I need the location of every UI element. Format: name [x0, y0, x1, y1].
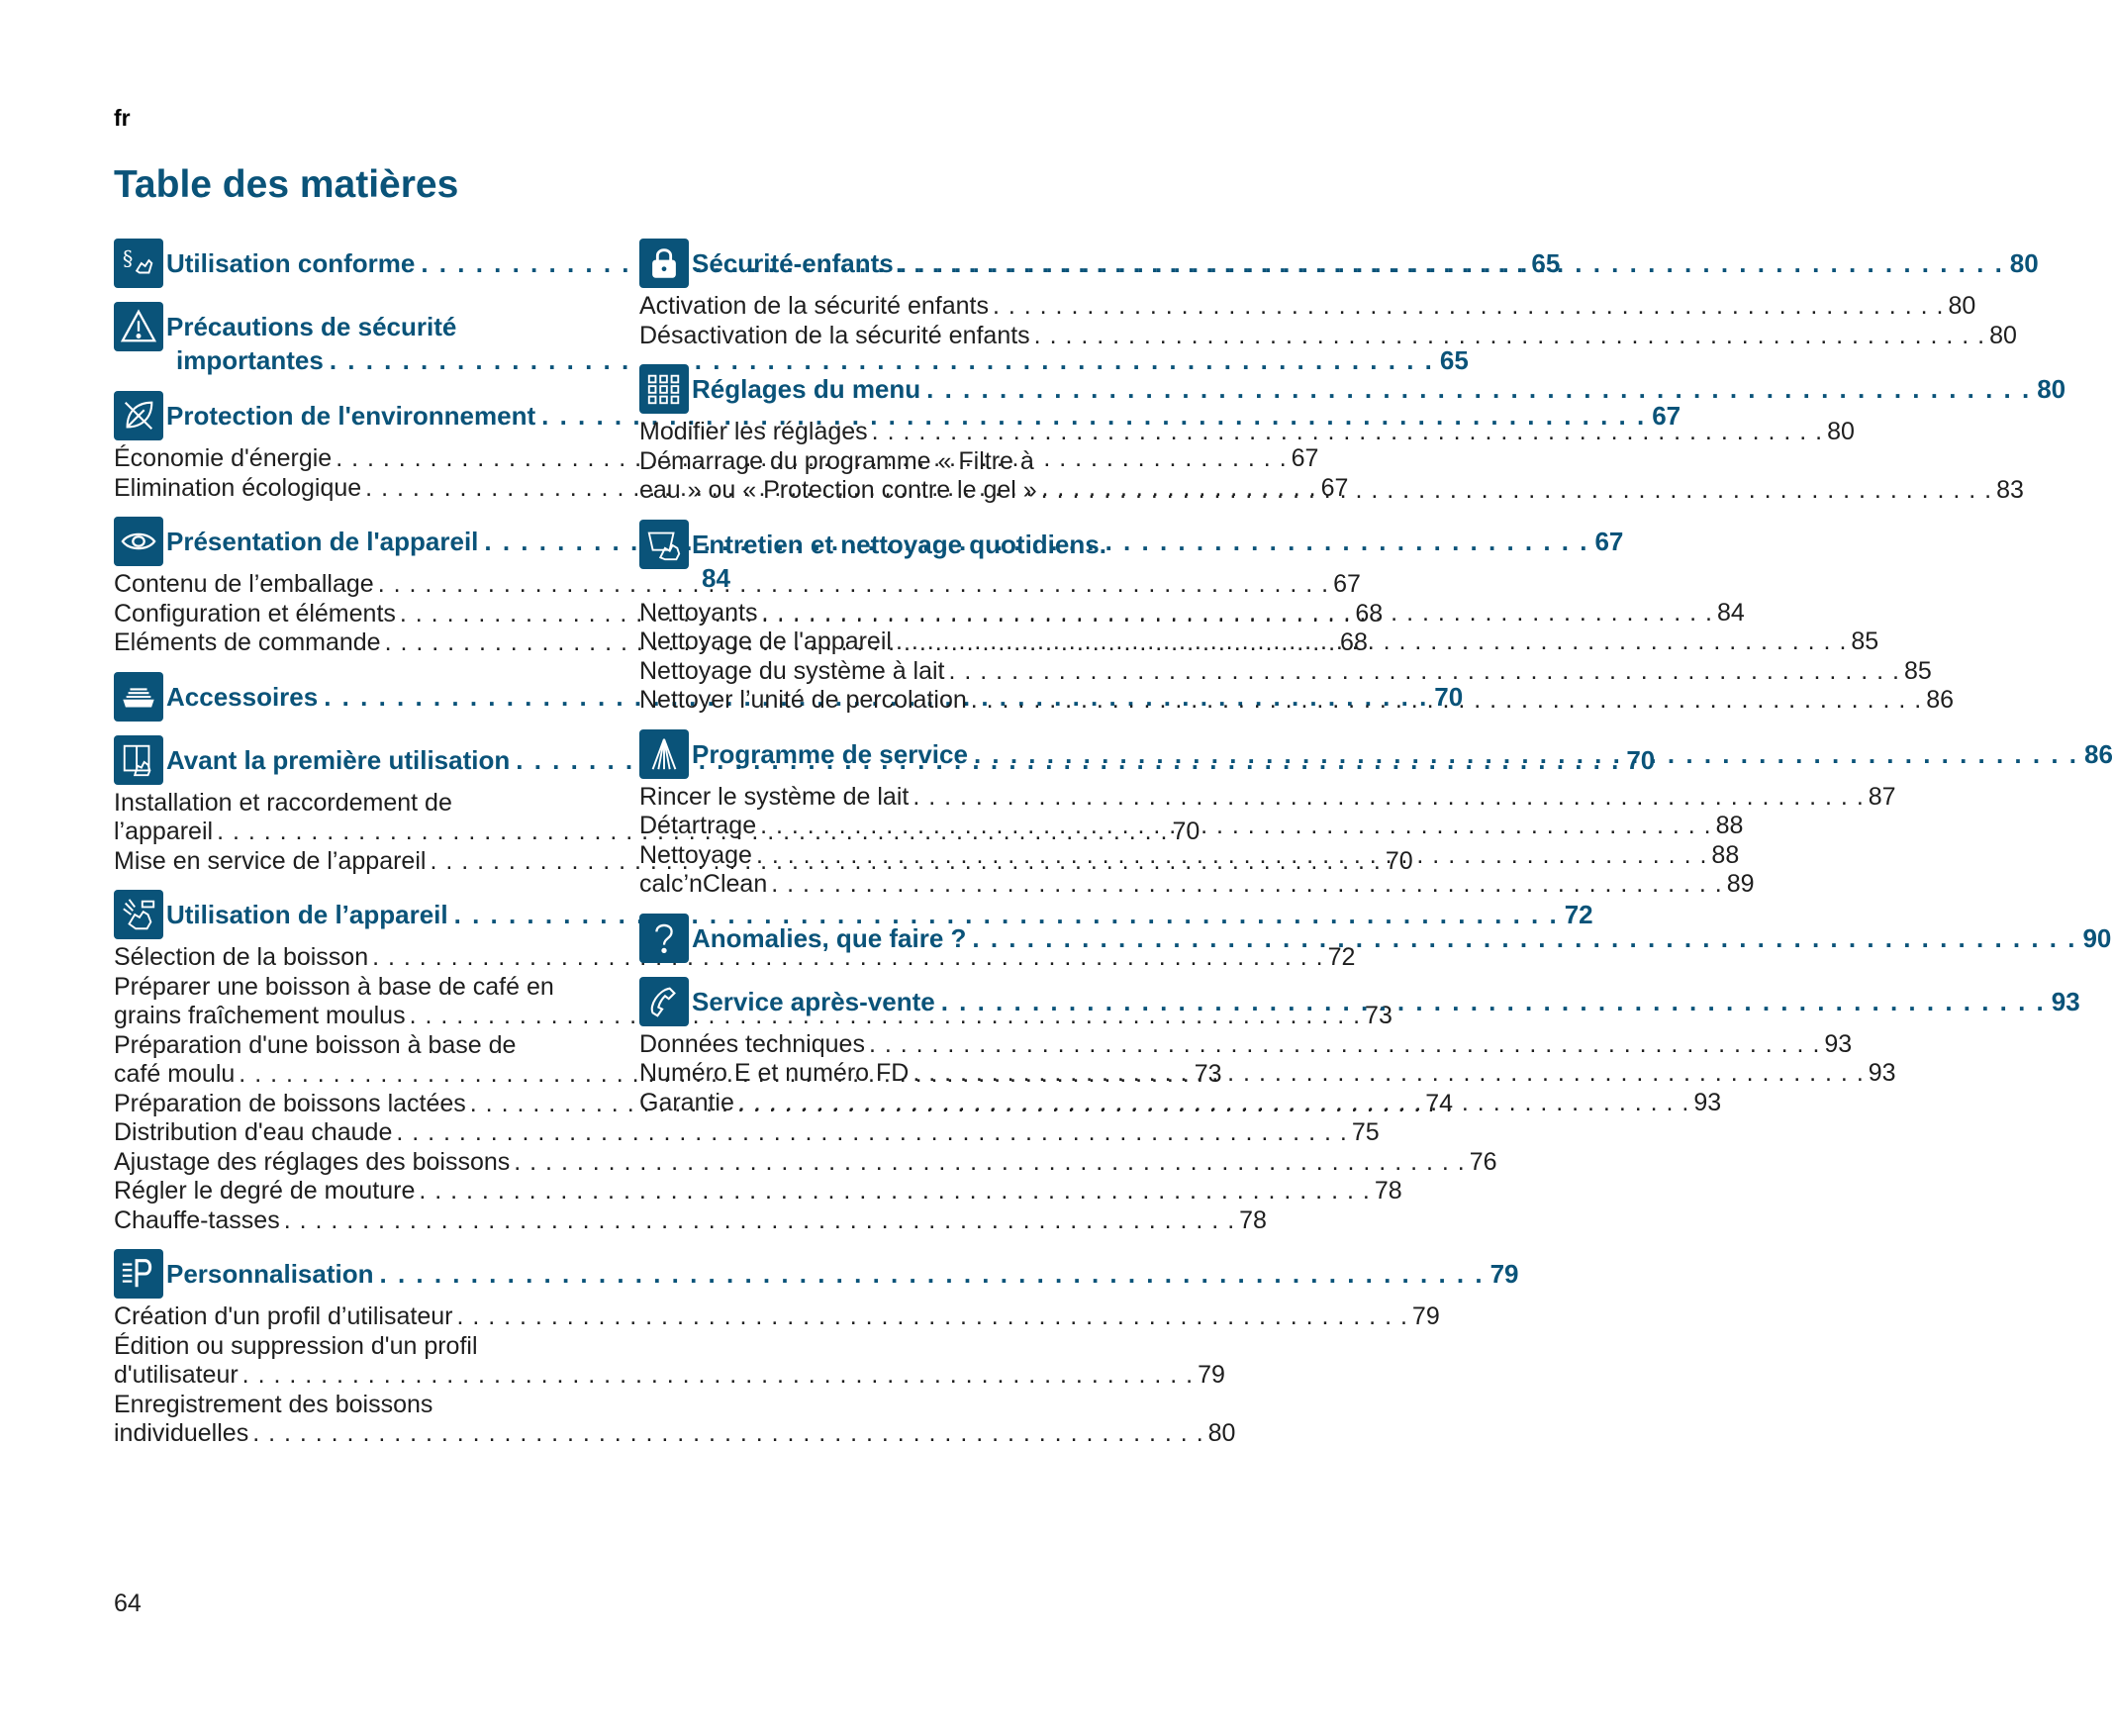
toc-heading-link[interactable]: Présentation de l'appareil . . . 67 [166, 517, 1623, 558]
toc-entry[interactable]: Nettoyage . . . 88 [639, 841, 1122, 871]
toc-heading-link[interactable]: Service après-vente . . . 93 [692, 977, 2080, 1018]
leaf-icon [114, 391, 163, 440]
language-code: fr [114, 105, 131, 131]
toc-entry[interactable]: Économie d'énergie . . . 67 [114, 444, 606, 474]
cleaning-hand-icon [639, 520, 689, 569]
toc-entry[interactable]: Eléments de commande . . . 68 [114, 628, 606, 658]
toc-entry[interactable]: Modifier les réglages . . . 80 [639, 418, 1122, 447]
toc-heading-link[interactable]: Programme de service . . . 86 [692, 729, 2113, 771]
lock-icon [639, 239, 689, 288]
toc-entry[interactable]: Enregistrement des boissons individuelles . . . 80 [114, 1391, 606, 1449]
toc-entry[interactable]: Distribution d'eau chaude . . . 75 [114, 1118, 606, 1148]
toc-entry[interactable]: Données techniques . . . 93 [639, 1030, 1122, 1060]
toc-entry[interactable]: Préparation d'une boisson à base de café moulu . . . 73 [114, 1031, 606, 1090]
toc-entry[interactable]: Configuration et éléments . . . 68 [114, 600, 606, 629]
toc-entry[interactable]: Chauffe-tasses . . . 78 [114, 1206, 606, 1236]
toc-heading-link[interactable]: Utilisation de l’appareil . . . 72 [166, 890, 1593, 931]
toc-entry[interactable]: Préparer une boisson à base de café en grains fraîchement moulus . . . 73 [114, 973, 606, 1031]
toc-entry[interactable]: Création d'un profil d’utilisateur . . . 79 [114, 1302, 606, 1332]
toc-entry[interactable]: Activation de la sécurité enfants . . . 80 [639, 292, 1122, 322]
accessories-icon [114, 672, 163, 722]
section-hand-icon [114, 239, 163, 288]
toc-entry[interactable]: Installation et raccordement de l’appareil . . . 70 [114, 789, 606, 847]
toc-section [114, 1249, 1519, 1449]
toc-entry[interactable]: Garantie . . . 93 [639, 1089, 1122, 1118]
question-icon [639, 914, 689, 963]
toc-entry[interactable]: Régler le degré de mouture . . . 78 [114, 1177, 606, 1206]
page-number: 64 [114, 1590, 142, 1617]
toc-heading-link[interactable]: Protection de l'environnement . . . 67 [166, 391, 1681, 433]
toc-entry[interactable]: Mise en service de l’appareil . . . 70 [114, 847, 606, 877]
page-title: Table des matières [114, 163, 459, 206]
service-program-icon [639, 729, 689, 779]
toc-entry[interactable]: Sélection de la boisson . . . 72 [114, 943, 606, 973]
book-hand-icon [114, 735, 163, 785]
toc-heading-link[interactable]: Sécurité-enfants . . . 80 [692, 239, 2039, 280]
warning-triangle-icon [114, 302, 163, 351]
toc-heading-link[interactable]: Anomalies, que faire ? . . . 90 [692, 914, 2111, 955]
toc-heading-link[interactable]: Accessoires . . . 70 [166, 672, 1463, 714]
toc-entry[interactable]: Contenu de l’emballage . . . 67 [114, 570, 606, 600]
operation-hand-icon [114, 890, 163, 939]
toc-heading-link[interactable]: Avant la première utilisation . . . 70 [166, 735, 1655, 777]
menu-grid-icon [639, 364, 689, 414]
toc-entry[interactable]: Nettoyage du système à lait . . . 85 [639, 657, 1122, 687]
toc-entry[interactable]: Ajustage des réglages des boissons . . . 76 [114, 1148, 606, 1178]
phone-icon [639, 977, 689, 1026]
personal-p-icon [114, 1249, 163, 1299]
toc-entry[interactable]: calc’nClean . . . 89 [639, 870, 1122, 900]
toc-entry[interactable]: Édition ou suppression d'un profil d'utilisateur . . . 79 [114, 1332, 606, 1391]
toc-entry[interactable]: Rincer le système de lait . . . 87 [639, 783, 1122, 813]
toc-heading-link[interactable]: Réglages du menu . . . 80 [692, 364, 2065, 406]
toc-entry[interactable]: Nettoyants . . . 84 [639, 599, 1122, 628]
toc-entry[interactable]: Nettoyer l’unité de percolation . . . 86 [639, 686, 1122, 716]
toc-entry[interactable]: Démarrage du programme « Filtre à eau » ou « Protection contre le gel » . . . 83 [639, 447, 1122, 506]
toc-entry[interactable]: Elimination écologique . . . 67 [114, 474, 606, 504]
toc-heading-link[interactable]: Utilisation conforme . . . 65 [166, 239, 1560, 280]
toc-heading-link[interactable]: Précautions de sécurité importantes . . . 65 [166, 302, 1469, 377]
toc-section [639, 914, 2112, 963]
toc-heading-link[interactable]: Entretien et nettoyage quotidiens. 84 [692, 529, 1106, 593]
toc-entry[interactable]: Désactivation de la sécurité enfants . . . 80 [639, 322, 1122, 351]
eye-icon [114, 517, 163, 566]
toc-entry[interactable]: Détartrage . . . 88 [639, 812, 1122, 841]
toc-entry[interactable]: Nettoyage de l'appareil . . . 85 [639, 627, 1122, 657]
toc-entry[interactable]: Préparation de boissons lactées . . . 74 [114, 1090, 606, 1119]
svg-text:§: § [122, 245, 134, 270]
toc-heading-link[interactable]: Personnalisation . . . 79 [166, 1249, 1518, 1291]
toc-entry[interactable]: Numéro E et numéro FD . . . 93 [639, 1059, 1122, 1089]
